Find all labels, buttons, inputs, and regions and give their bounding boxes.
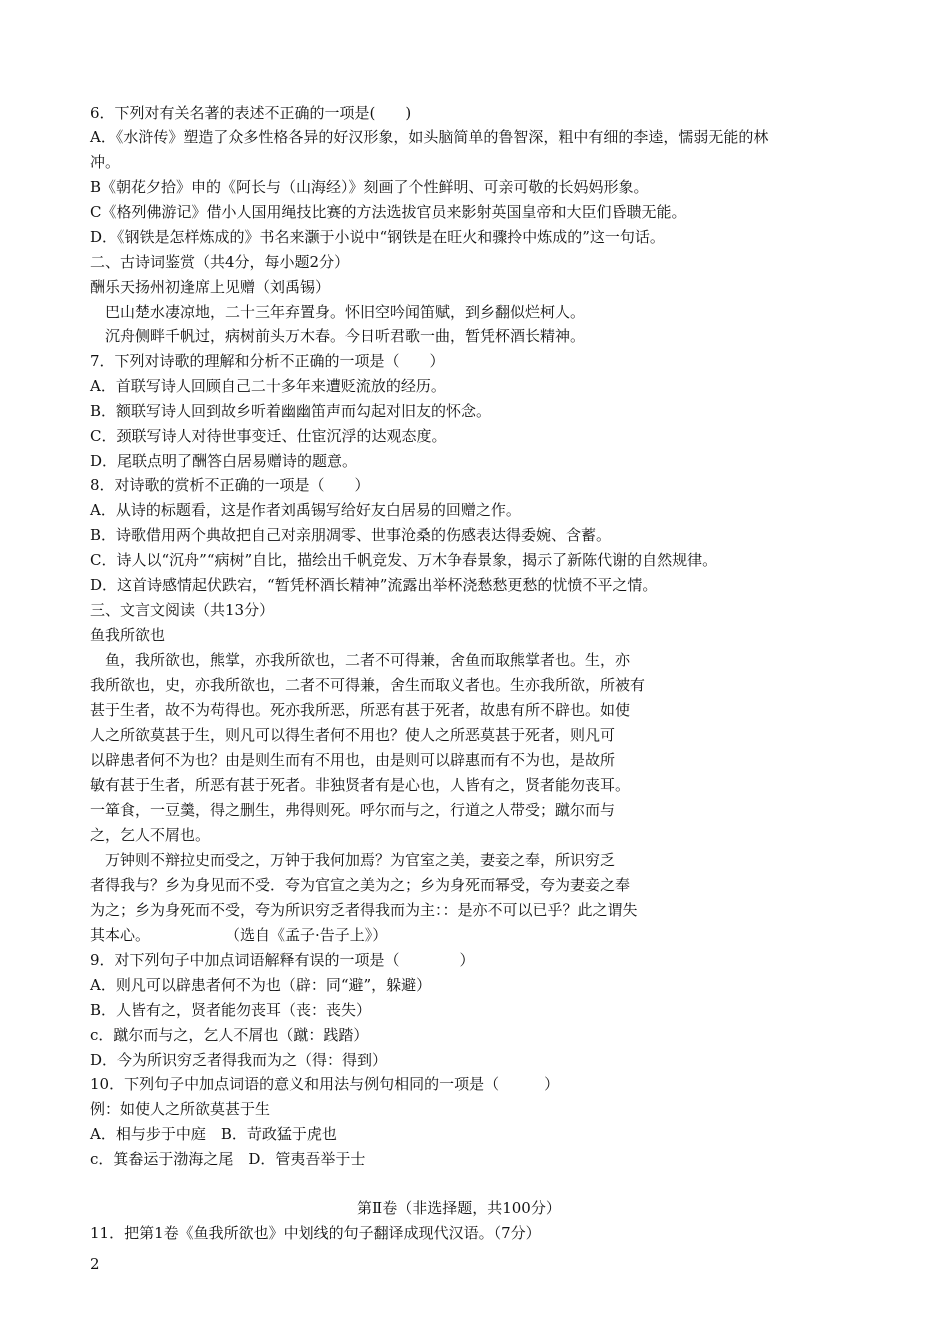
section-2-heading: 二、古诗词鉴赏（共4分，每小题2分） [90, 253, 350, 271]
question-6-option-c: C《格列佛游记》借小人国用绳技比赛的方法选拔官员来影射英国皇帝和大臣们昏聩无能。 [90, 203, 687, 221]
question-7-option-d: D．尾联点明了酬答白居易赠诗的题意。 [90, 452, 358, 470]
passage-line-4: 人之所欲莫甚于生，则凡可以得生者何不用也？使人之所恶莫甚于死者，则凡可 [90, 726, 616, 744]
passage-line-5: 以辟患者何不为也？由是则生而有不用也，由是则可以辟惠而有不为也，是故所 [90, 751, 616, 769]
passage-line-6: 敏有甚于生者，所恶有甚于死者。非独贤者有是心也，人皆有之，贤者能勿丧耳。 [90, 776, 631, 794]
question-9-option-a: A．则凡可以辟患者何不为也（辟：同“避”，躲避） [90, 976, 432, 994]
passage-line-11: 为之；乡为身死而不受，夸为所识穷乏者得我而为主：：是亦不可以已乎？此之谓失 [90, 901, 638, 919]
passage-source: 其本心。 （选自《孟子·告子上》） [90, 926, 388, 944]
question-6-option-b: B《朝花夕拾》申的《阿长与（山海经）》刻画了个性鲜明、可亲可敬的长妈妈形象。 [90, 178, 649, 196]
question-6-option-a-cont: 冲。 [90, 153, 121, 171]
passage-line-8: 之，乞人不屑也。 [90, 826, 211, 844]
question-8-option-a: A．从诗的标题看，这是作者刘禹锡写给好友白居易的回赠之作。 [90, 501, 521, 519]
passage-line-3: 甚于生者，故不为苟得也。死亦我所恶，所恶有甚于死者，故患有所不辟也。如使 [90, 701, 631, 719]
passage-line-9: 万钟则不辩拉史而受之，万钟于我何加焉？为官室之美，妻妾之奉，所识穷乏 [90, 851, 616, 869]
section-3-heading: 三、文言文阅读（共13分） [90, 601, 275, 619]
part-2-heading: 第Ⅱ卷（非选择题，共100分） [357, 1199, 561, 1217]
passage-line-2: 我所欲也，史，亦我所欲也，二者不可得兼，舍生而取义者也。生亦我所欲，所被有 [90, 676, 646, 694]
question-6-stem: 6．下列对有关名著的表述不正确的一项是( ) [90, 104, 412, 122]
question-8-stem: 8．对诗歌的赏析不正确的一项是（ ） [90, 476, 370, 494]
question-10-options-ab: A．相与步于中庭 B．苛政猛于虎也 [90, 1125, 337, 1143]
passage-line-7: 一箪食，一豆羹，得之删生，弗得则死。呼尔而与之，行道之人带受；蹴尔而与 [90, 801, 616, 819]
question-7-stem: 7．下列对诗歌的理解和分析不正确的一项是（ ） [90, 352, 445, 370]
question-9-option-b: B．人皆有之，贤者能勿丧耳（丧：丧失） [90, 1001, 372, 1019]
question-10-example: 例：如使人之所欲莫甚于生 [90, 1100, 271, 1118]
question-9-option-c: c．蹴尔而与之，乞人不屑也（蹴：践踏） [90, 1026, 369, 1044]
question-7-option-c: C．颈联写诗人对待世事变迁、仕宦沉浮的达观态度。 [90, 427, 447, 445]
question-7-option-a: A．首联写诗人回顾自己二十多年来遭贬流放的经历。 [90, 377, 446, 395]
poem-line-1: 巴山楚水凄凉地，二十三年弃置身。怀旧空吟闻笛赋，到乡翻似烂柯人。 [90, 303, 586, 321]
passage-line-1: 鱼，我所欲也，熊掌，亦我所欲也，二者不可得兼，舍鱼而取熊掌者也。生，亦 [90, 651, 631, 669]
question-8-option-c: C．诗人以“沉舟”“病树”自比，描绘出千帆竞发、万木争春景象，揭示了新陈代谢的自然规律。 [90, 551, 718, 569]
passage-line-10: 者得我与？乡为身见而不受．夸为官宣之美为之；乡为身死而幂受，夸为妻妾之奉 [90, 876, 631, 894]
question-10-options-cd: c．箕畚运于渤海之尾 D．管夷吾举于士 [90, 1150, 366, 1168]
poem-title: 酬乐天扬州初逢席上见赠（刘禹锡） [90, 278, 331, 296]
question-11-stem: 11．把第1卷《鱼我所欲也》中划线的句子翻译成现代汉语。（7分） [90, 1224, 541, 1242]
poem-line-2: 沉舟侧畔千帆过，病树前头万木春。今日听君歌一曲，暂凭杯酒长精神。 [90, 327, 586, 345]
question-6-option-d: D．《钢铁是怎样炼成的》书名来灏于小说中“钢铁是在旺火和骤拎中炼成的”这一句话。 [90, 228, 665, 246]
question-8-option-b: B．诗歌借用两个典故把自己对亲朋凋零、世事沧桑的伤感表达得委婉、含蓄。 [90, 526, 612, 544]
question-10-stem: 10．下列句子中加点词语的意义和用法与例句相同的一项是（ ） [90, 1075, 560, 1093]
question-9-option-d: D．今为所识穷乏者得我而为之（得：得到） [90, 1051, 388, 1069]
passage-title: 鱼我所欲也 [90, 626, 166, 644]
question-8-option-d: D．这首诗感情起伏跌宕，“暂凭杯酒长精神”流露出举杯浇愁愁更愁的忧愤不平之情。 [90, 576, 658, 594]
question-9-stem: 9．对下列句子中加点词语解释有误的一项是（ ） [90, 951, 475, 969]
question-7-option-b: B．额联写诗人回到故乡听着幽幽笛声而勾起对旧友的怀念。 [90, 402, 492, 420]
page-number: 2 [90, 1255, 100, 1273]
question-6-option-a: A．《水浒传》塑造了众多性格各异的好汉形象，如头脑简单的鲁智深，粗中有细的李逵，懦弱无能的林 [90, 128, 769, 146]
